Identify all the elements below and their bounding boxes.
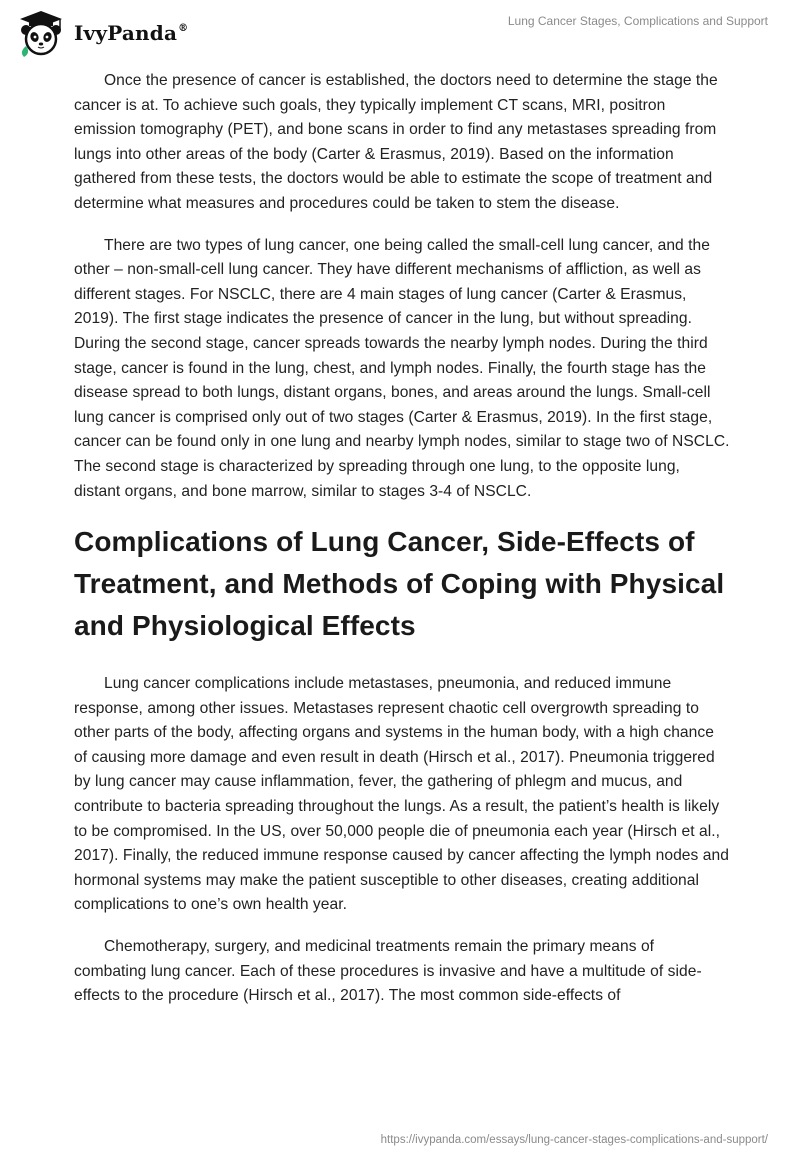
registered-mark: ® [178,23,189,34]
brand-logo[interactable] [16,8,188,58]
brand-name [74,21,188,45]
document-title: Lung Cancer Stages, Complications and Support [507,14,768,28]
paragraph: There are two types of lung cancer, one being called the small-cell lung cancer, and the other – non-small-cell lung cancer. They have different mechanisms of affliction, as well as different stages. For NSCLC, there are 4 main stages of lung cancer (Carter & Erasmus, 2019). The first stage indicates the presence of cancer in the lung, but without spreading. During the second stage, cancer spreads towards the nearby lymph nodes. During the third stage, cancer is found in the lung, chest, and lymph nodes. Finally, the fourth stage has the disease spread to both lungs, distant organs, bones, and areas around the lungs. Small-cell lung cancer is comprised only out of two stages (Carter & Erasmus, 2019). In the first stage, cancer can be found only in one lung and nearby lymph nodes, similar to stage two of NSCLC. The second stage is characterized by spreading through one lung, to the opposite lung, distant organs, and bone marrow, similar to stages 3-4 of NSCLC. [74,236,730,500]
paragraph: Lung cancer complications include metastases, pneumonia, and reduced immune response, among other issues. Metastases represent chaotic cell overgrowth spreading to other parts of the body, affecting organs and systems in the human body, with a high chance of causing more damage and even result in death (Hirsch et al., 2017). Pneumonia triggered by lung cancer may cause inflammation, fever, the gathering of phlegm and mucus, and contribute to bacteria spreading throughout the lungs. As a result, the patient’s health is likely to be compromised. In the US, over 50,000 people die of pneumonia each year (Hirsch et al., 2017). Finally, the reduced immune response caused by cancer affecting the lymph nodes and hormonal systems may make the patient susceptible to other diseases, creating additional complications to one’s own health year. [74,675,729,914]
source-url-link[interactable]: https://ivypanda.com/essays/lung-cancer-stages-complications-and-support/ [380,1134,768,1146]
section-heading: Complications of Lung Cancer, Side-Effects of Treatment, and Methods of Coping with Physical and Physiological Effects [74,526,725,642]
brand-name-text: IvyPanda [74,21,178,45]
page-header [0,0,800,60]
article-body [74,69,730,1026]
panda-graduate-icon [16,8,66,58]
paragraph: Once the presence of cancer is established, the doctors need to determine the stage the cancer is at. To achieve such goals, they typically implement CT scans, MRI, positron emission tomography (PET), and bone scans in order to find any metastases spreading from lungs into other areas of the body (Carter & Erasmus, 2019). Based on the information gathered from these tests, the doctors would be able to estimate the scope of treatment and determine what measures and procedures could be taken to stem the disease. [74,72,718,212]
paragraph: Chemotherapy, surgery, and medicinal treatments remain the primary means of combating lung cancer. Each of these procedures is invasive and have a multitude of side-effects to the procedure (Hirsch et al., 2017). The most common side-effects of [74,938,702,1005]
